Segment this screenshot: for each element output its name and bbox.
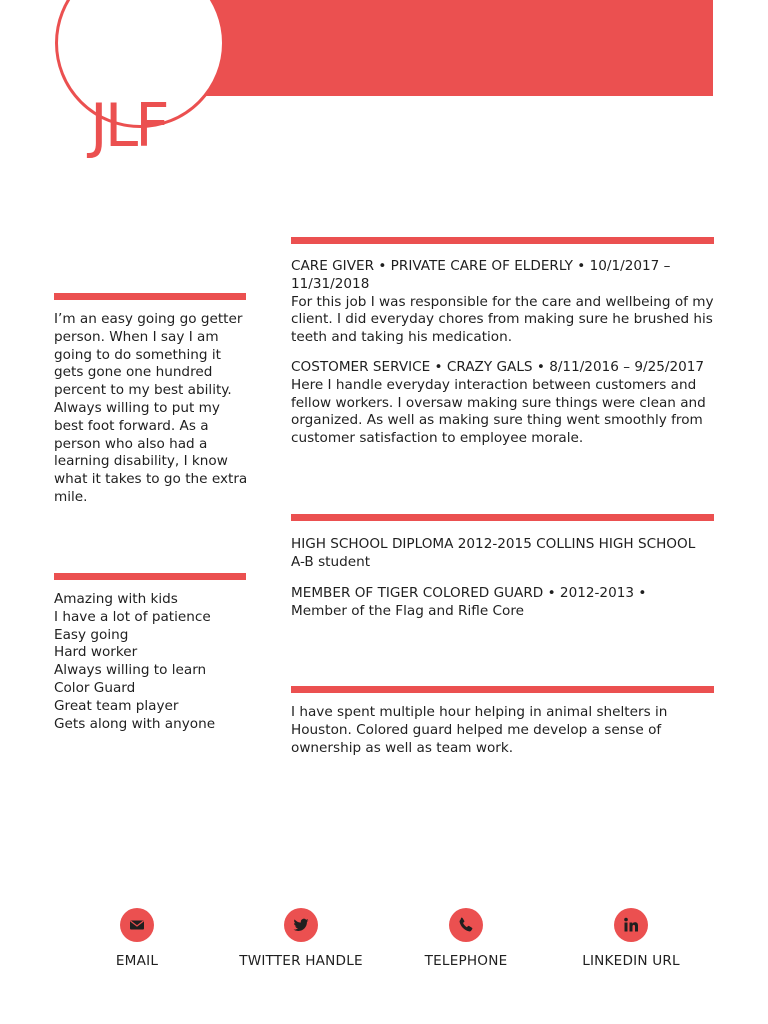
objective-text: I’m an easy going go getter person. When I say I am going to do something it gets gone one hundred percent to my best ability. Always willing to put my best foot forward. As a person who also had a learning disability, I know what it takes to go the extra mile. bbox=[54, 311, 248, 505]
skills-divider bbox=[54, 573, 246, 580]
skill-item: Always willing to learn bbox=[54, 662, 207, 679]
skill-item: I have a lot of patience bbox=[54, 608, 211, 625]
linkedin-icon bbox=[614, 908, 648, 942]
skill-item: Amazing with kids bbox=[54, 591, 178, 607]
volunteer-divider bbox=[291, 686, 714, 693]
education-title: HIGH SCHOOL DIPLOMA 2012-2015 COLLINS HIGH SCHOOL bbox=[291, 536, 696, 552]
education-entry bbox=[291, 585, 719, 621]
experience-divider bbox=[291, 237, 714, 244]
objective-divider bbox=[54, 293, 246, 300]
education-title: MEMBER OF TIGER COLORED GUARD • 2012-2013 • bbox=[291, 585, 647, 601]
email-icon bbox=[120, 908, 154, 942]
twitter-icon bbox=[284, 908, 318, 942]
monogram-initials: JLF bbox=[90, 91, 167, 161]
skills-list bbox=[54, 591, 250, 733]
experience-description: For this job I was responsible for the care and wellbeing of my client. I did everyday chores from making sure he brushed his teeth and taking his medication. bbox=[291, 293, 714, 346]
skill-item: Gets along with anyone bbox=[54, 715, 216, 732]
education-description: A-B student bbox=[291, 553, 371, 570]
skill-item: Hard worker bbox=[54, 644, 138, 661]
experience-entry bbox=[291, 258, 719, 347]
telephone-icon bbox=[449, 908, 483, 942]
contact-linkedin bbox=[551, 908, 711, 970]
skill-item: Great team player bbox=[54, 697, 179, 714]
education-divider bbox=[291, 514, 714, 521]
volunteer-text: I have spent multiple hour helping in animal shelters in Houston. Colored guard helped me develop a sense of ownership as well as team work. bbox=[291, 704, 668, 756]
skill-item: Color Guard bbox=[54, 679, 136, 696]
contact-twitter bbox=[221, 908, 381, 970]
education-description: Member of the Flag and Rifle Core bbox=[291, 602, 524, 619]
contact-label: EMAIL bbox=[115, 953, 159, 969]
contact-label: LINKEDIN URL bbox=[582, 953, 680, 969]
skill-item: Easy going bbox=[54, 626, 129, 643]
experience-entry bbox=[291, 359, 719, 448]
experience-description: Here I handle everyday interaction between customers and fellow workers. I oversaw making sure things were clean and organized. As well as making sure thing went smoothly from customer satisfaction to employee morale. bbox=[291, 376, 706, 447]
experience-title: CARE GIVER • PRIVATE CARE OF ELDERLY • 10/1/2017 – 11/31/2018 bbox=[291, 258, 671, 292]
contact-telephone bbox=[386, 908, 546, 970]
contact-label: TWITTER HANDLE bbox=[239, 953, 363, 969]
header-bar bbox=[170, 0, 713, 96]
education-entry bbox=[291, 536, 719, 572]
contact-email bbox=[57, 908, 217, 970]
skills-section bbox=[54, 591, 250, 733]
contact-label: TELEPHONE bbox=[424, 953, 508, 969]
experience-title: COSTOMER SERVICE • CRAZY GALS • 8/11/2016 – 9/25/2017 bbox=[291, 359, 705, 375]
